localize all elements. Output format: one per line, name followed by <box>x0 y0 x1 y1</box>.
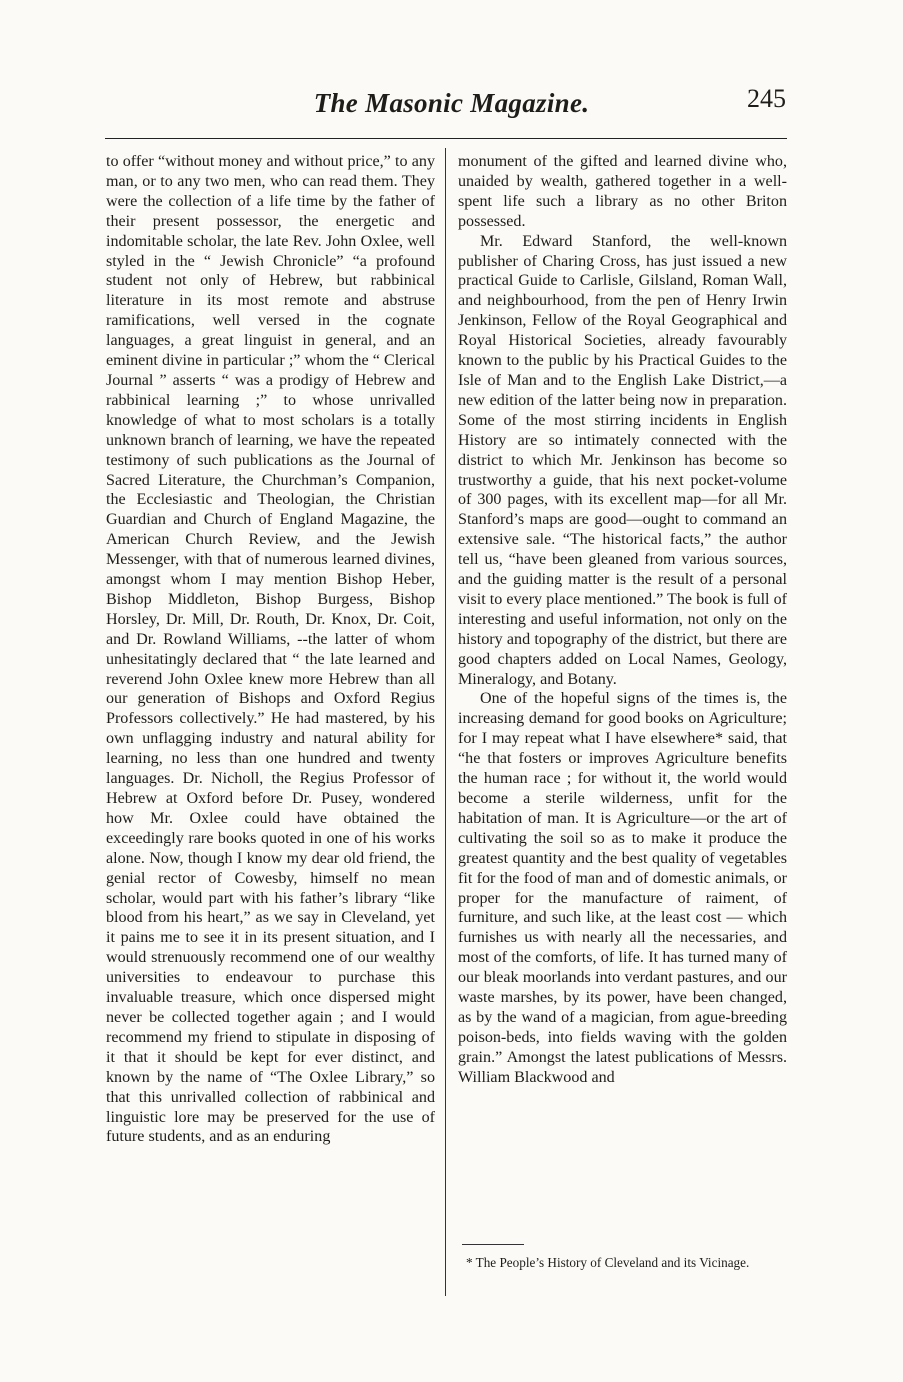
footnote-rule <box>462 1244 524 1245</box>
paragraph: Mr. Edward Stanford, the well-known publisher of Charing Cross, has just issued a new practical Guide to Carlisle, Gilsland, Roman Wall, and neighbourhood, from the pen of Henry Irwin Jenkinson, Fellow of the Royal Geographical and Royal Historical Societies, already favourably known to the public by his Practical Guides to the Isle of Man and to the English Lake District,—a new edition of the latter being now in preparation. Some of the most stirring incidents in English History are so intimately connected with the district to which Mr. Jenkinson has become so trustworthy a guide, that his next pocket-volume of 300 pages, with its excellent map—for all Mr. Stanford’s maps are good—ought to command an extensive sale. “The historical facts,” the author tell us, “have been gleaned from various sources, and the guiding matter is the result of a personal visit to every place mentioned.” The book is full of interesting and useful information, not only on the history and topography of the district, but there are good chapters added on Local Names, Geology, Mineralogy, and Botany. <box>458 232 787 688</box>
running-title: The Masonic Magazine. <box>313 88 590 118</box>
right-column <box>458 152 787 1088</box>
page-number: 245 <box>747 84 786 113</box>
left-column <box>106 152 435 1147</box>
footnote <box>458 1254 787 1271</box>
paragraph: One of the hopeful signs of the times is, the increasing demand for good books on Agriculture; for I may repeat what I have elsewhere* said, that “he that fosters or improves Agriculture benefits the human race ; for without it, the world would become a sterile wilderness, unfit for the habitation of man. It is Agriculture—or the art of cultivating the soil so as to make it produce the greatest quantity and the best quality of vegetables fit for the food of man and of domestic animals, or proper for the manufacture of raiment, of furniture, and such like, at the least cost — which furnishes us with nearly all the necessaries, and most of the comforts, of life. It has turned many of our bleak moorlands into verdant pastures, and our waste marshes, by its power, have been changed, as by the wand of a magician, from ague-breeding poison-beds, into fields waving with the golden grain.” Amongst the latest publications of Messrs. William Blackwood and <box>458 690 787 1086</box>
header-rule <box>105 138 787 139</box>
page-header <box>0 84 903 134</box>
paragraph: to offer “without money and without price,” to any man, or to any two men, who can read them. They were the collection of a life time by the father of their present possessor, the energetic and indomitable scholar, the late Rev. John Oxlee, well styled in the “ Jewish Chronicle” “a profound student not only of Hebrew, but rabbinical literature in its most remote and abstruse ramifications, well versed in the cognate languages, a great linguist in general, and an eminent divine in particular ;” whom the “ Clerical Journal ” asserts “ was a prodigy of Hebrew and rabbinical learning ;” to whose unrivalled knowledge of what to most scholars is a totally unknown branch of learning, we have the repeated testimony of such publications as the Journal of Sacred Literature, the Churchman’s Companion, the Ecclesiastic and Theologian, the Christian Guardian and Church of England Magazine, the American Church Review, and the Jewish Messenger, with that of numerous learned divines, amongst whom I may mention Bishop Heber, Bishop Middleton, Bishop Burgess, Bishop Horsley, Dr. Mill, Dr. Routh, Dr. Knox, Dr. Coit, and Dr. Rowland Williams, --the latter of whom unhesitatingly declared that “ the late learned and reverend John Oxlee knew more Hebrew than all our generation of Bishops and Oxford Regius Professors collectively.” He had mastered, by his own unflagging industry and natural ability for learning, no less than one hundred and twenty languages. Dr. Nicholl, the Regius Professor of Hebrew at Oxford before Dr. Pusey, wondered how Mr. Oxlee could have obtained the exceedingly rare books quoted in one of his works alone. Now, though I know my dear old friend, the genial rector of Cowesby, himself no mean scholar, would part with his father’s library “like blood from his heart,” as we say in Cleveland, yet it pains me to see it in its present situation, and I would strenuously recommend one of our wealthy universities to endeavour to purchase this invaluable treasure, which once dispersed might never be collected together again ; and I would recommend my friend to stipulate in disposing of it that it should be kept for ever distinct, and known by the name of “The Oxlee Library,” so that this unrivalled collection of rabbinical and linguistic lore may be preserved for the use of future students, and as an enduring <box>106 153 435 1146</box>
footnote-text: * The People’s History of Cleveland and its Vicinage. <box>466 1255 750 1270</box>
column-divider <box>445 148 446 1296</box>
paragraph: monument of the gifted and learned divine who, unaided by wealth, gathered together in a well-spent life such a library as no other Briton possessed. <box>458 153 787 230</box>
